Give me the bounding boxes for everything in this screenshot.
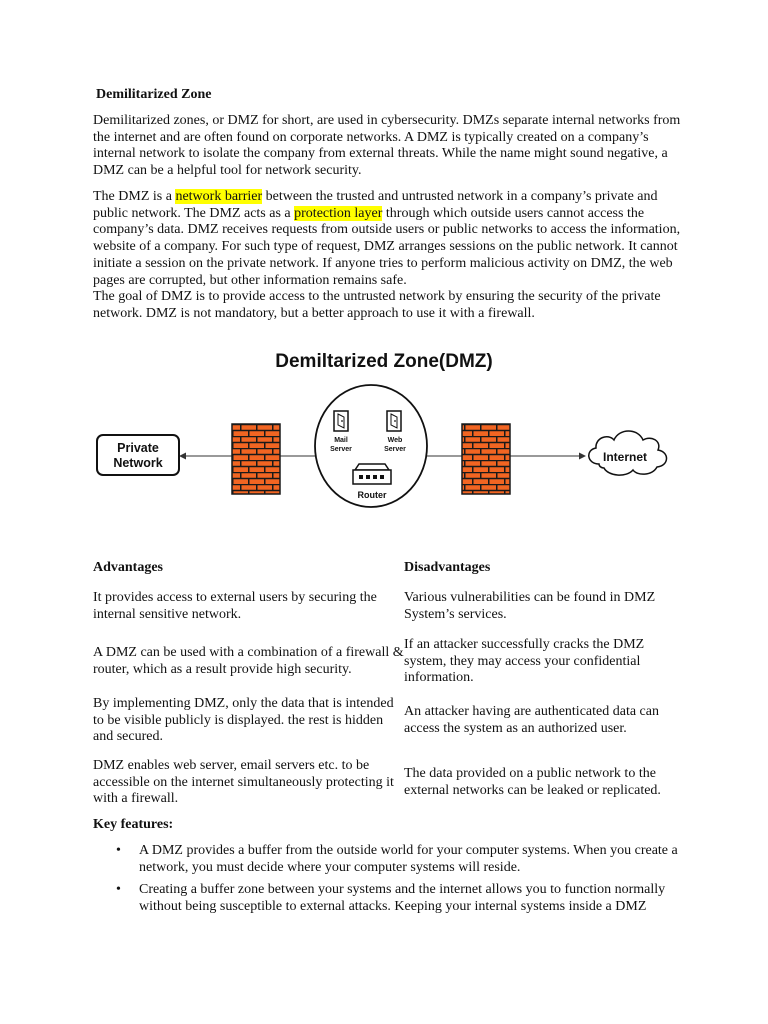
disadvantage-cell: The data provided on a public network to the external networks can be leaked or replicated.	[404, 766, 661, 798]
router-label: Router	[357, 490, 387, 500]
advantage-cell: A DMZ can be used with a combination of a firewall & router, which as a result provide high security.	[93, 645, 404, 677]
bullet-icon: •	[116, 843, 121, 858]
diagram-title: Demiltarized Zone(DMZ)	[275, 351, 493, 372]
barrier-paragraph	[93, 189, 683, 289]
list-item-text: A DMZ provides a buffer from the outside world for your computer systems. When you create a network, you must decide where your computer systems will reside.	[139, 843, 678, 875]
key-features-list	[93, 843, 683, 922]
paragraph-text: between the trusted and untrusted network in a company’s private and public network. The DMZ acts as a	[93, 189, 658, 221]
key-features-title: Key features:	[93, 817, 174, 832]
advantage-cell: It provides access to external users by securing the internal sensitive network.	[93, 590, 377, 622]
mail-server-label: Server	[330, 446, 352, 453]
advantages-table	[93, 560, 683, 814]
highlight-network-barrier: network barrier	[175, 189, 263, 204]
firewall-icon	[462, 424, 510, 494]
intro-paragraph: Demilitarized zones, or DMZ for short, are used in cybersecurity. DMZs separate internal networks from the internet and are often found on corporate networks. A DMZ is typically created on a company’s internal network to isolate the company from external threats. While the name might sound negative, a DMZ can be a helpful tool for network security.	[93, 113, 681, 179]
router-icon	[353, 464, 391, 484]
mail-server-label: Mail	[334, 437, 348, 444]
paragraph-text: through which outside users cannot access the company’s data. DMZ receives requests from outside users or public networks to access the information, website of a company. For such type of request, DMZ arranges sessions on the public network. It cannot initiate a session on the private network. If anyone tries to perform malicious activity on DMZ, the web pages are corrupted, but other information remains safe.	[93, 205, 681, 288]
advantage-cell: By implementing DMZ, only the data that is intended to be visible publicly is displayed. the rest is hidden and secured.	[93, 695, 394, 745]
web-server-label: Web	[387, 437, 403, 444]
dmz-diagram	[80, 340, 688, 515]
list-item-text: Creating a buffer zone between your systems and the internet allows you to function normally without being susceptible to external attacks. Keeping your internal systems inside a DMZ	[139, 882, 666, 915]
highlight-protection-layer: protection layer	[294, 205, 383, 221]
list-item	[93, 843, 683, 876]
table-header-row	[93, 560, 683, 580]
private-network-label: Private	[117, 441, 159, 455]
server-icon	[334, 411, 348, 431]
goal-paragraph: The goal of DMZ is to provide access to the untrusted network by ensuring the security of the private network. DMZ is not mandatory, but a better approach to use it with a firewall.	[93, 289, 661, 321]
table-row	[93, 580, 683, 634]
disadvantage-cell: An attacker having are authenticated data can access the system as an authorized user.	[404, 704, 659, 736]
bullet-icon: •	[116, 882, 121, 898]
table-row	[93, 634, 683, 690]
table-row	[93, 752, 683, 814]
paragraph-text: The DMZ is a	[93, 189, 176, 204]
firewall-icon	[232, 424, 280, 494]
page-title: Demilitarized Zone	[96, 87, 212, 102]
internet-label: Internet	[602, 450, 648, 464]
server-icon	[387, 411, 401, 431]
advantages-header: Advantages	[93, 560, 164, 575]
disadvantage-cell: Various vulnerabilities can be found in DMZ System’s services.	[404, 590, 656, 622]
table-row	[93, 690, 683, 752]
list-item	[93, 882, 683, 915]
advantage-cell: DMZ enables web server, email servers etc. to be accessible on the internet simultaneously protecting it with a firewall.	[93, 757, 394, 807]
disadvantage-cell: If an attacker successfully cracks the DMZ system, they may access your confidential information.	[404, 636, 645, 686]
disadvantages-header: Disadvantages	[404, 560, 491, 575]
private-network-box	[97, 435, 179, 475]
private-network-label: Network	[113, 456, 163, 470]
web-server-label: Server	[384, 446, 406, 453]
